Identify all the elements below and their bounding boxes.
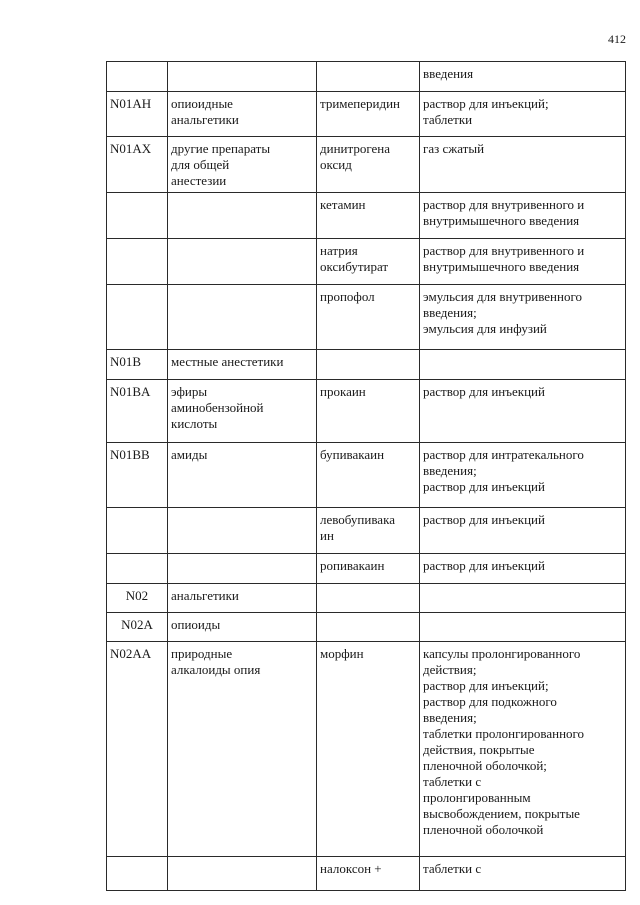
drug-name-cell xyxy=(317,193,420,239)
cell-text: раствор для интратекального xyxy=(423,447,584,462)
table-row xyxy=(107,380,626,443)
cell-text: природные xyxy=(171,646,233,661)
group-name-cell xyxy=(168,508,317,554)
dosage-form-cell xyxy=(420,285,626,350)
cell-text: прокаин xyxy=(320,384,366,399)
table-row xyxy=(107,857,626,891)
cell-text: раствор для инъекций xyxy=(423,479,545,494)
atc-code-cell xyxy=(107,642,168,857)
cell-text: таблетки xyxy=(423,112,473,127)
table-body xyxy=(107,62,626,891)
dosage-form-cell xyxy=(420,857,626,891)
cell-text: тримеперидин xyxy=(320,96,401,111)
atc-code-cell xyxy=(107,613,168,642)
cell-text: раствор для внутривенного и xyxy=(423,243,585,258)
atc-code-cell xyxy=(107,62,168,92)
cell-text: внутримышечного введения xyxy=(423,259,580,274)
drug-name-cell xyxy=(317,508,420,554)
table-row xyxy=(107,443,626,508)
group-name-cell xyxy=(168,642,317,857)
cell-text: левобупивака xyxy=(320,512,395,527)
cell-text: введения; xyxy=(423,305,477,320)
table-row xyxy=(107,137,626,193)
dosage-form-cell xyxy=(420,584,626,613)
cell-text: действия; xyxy=(423,662,477,677)
cell-text: эмульсия для внутривенного xyxy=(423,289,582,304)
cell-text: введения xyxy=(423,66,474,81)
cell-text: N01BB xyxy=(110,447,150,462)
cell-text: алкалоиды опия xyxy=(171,662,261,677)
group-name-cell xyxy=(168,137,317,193)
drug-name-cell xyxy=(317,380,420,443)
dosage-form-cell xyxy=(420,239,626,285)
group-name-cell xyxy=(168,554,317,584)
cell-text: раствор для инъекций xyxy=(423,512,545,527)
cell-text: раствор для подкожного xyxy=(423,694,557,709)
dosage-form-cell xyxy=(420,443,626,508)
cell-text: введения; xyxy=(423,710,477,725)
cell-text: опиоиды xyxy=(171,617,221,632)
drug-name-cell xyxy=(317,62,420,92)
cell-text: оксид xyxy=(320,157,352,172)
cell-text: бупивакаин xyxy=(320,447,385,462)
drug-name-cell xyxy=(317,554,420,584)
cell-text: налоксон + xyxy=(320,861,382,876)
table-row xyxy=(107,285,626,350)
cell-text: ропивакаин xyxy=(320,558,385,573)
drug-name-cell xyxy=(317,92,420,137)
cell-text: введения; xyxy=(423,463,477,478)
cell-text: таблетки с xyxy=(423,861,482,876)
atc-code-cell xyxy=(107,857,168,891)
cell-text: пропофол xyxy=(320,289,375,304)
drug-name-cell xyxy=(317,642,420,857)
group-name-cell xyxy=(168,857,317,891)
table-row xyxy=(107,584,626,613)
atc-code-cell xyxy=(107,193,168,239)
group-name-cell xyxy=(168,62,317,92)
drug-name-cell xyxy=(317,613,420,642)
atc-code-cell xyxy=(107,239,168,285)
cell-text: другие препараты xyxy=(171,141,271,156)
atc-code-cell xyxy=(107,443,168,508)
cell-text: кислоты xyxy=(171,416,218,431)
cell-text: N02AA xyxy=(110,646,152,661)
cell-text: таблетки с xyxy=(423,774,482,789)
cell-text: пленочной оболочкой xyxy=(423,822,544,837)
group-name-cell xyxy=(168,92,317,137)
drug-name-cell xyxy=(317,584,420,613)
cell-text: раствор для инъекций xyxy=(423,384,545,399)
cell-text: для общей xyxy=(171,157,230,172)
drug-name-cell xyxy=(317,239,420,285)
atc-code-cell xyxy=(107,350,168,380)
group-name-cell xyxy=(168,350,317,380)
cell-text: кетамин xyxy=(320,197,366,212)
cell-text: натрия xyxy=(320,243,358,258)
atc-code-cell xyxy=(107,285,168,350)
cell-text: высвобождением, покрытые xyxy=(423,806,580,821)
cell-text: газ сжатый xyxy=(423,141,485,156)
dosage-form-cell xyxy=(420,642,626,857)
group-name-cell xyxy=(168,613,317,642)
dosage-form-cell xyxy=(420,92,626,137)
cell-text: анальгетики xyxy=(171,588,239,603)
cell-text: N01BA xyxy=(110,384,151,399)
drug-name-cell xyxy=(317,443,420,508)
cell-text: капсулы пролонгированного xyxy=(423,646,581,661)
cell-text: внутримышечного введения xyxy=(423,213,580,228)
drug-name-cell xyxy=(317,350,420,380)
cell-text: раствор для инъекций; xyxy=(423,678,549,693)
atc-code-cell xyxy=(107,380,168,443)
cell-text: эмульсия для инфузий xyxy=(423,321,547,336)
cell-text: оксибутират xyxy=(320,259,389,274)
drug-name-cell xyxy=(317,857,420,891)
cell-text: динитрогена xyxy=(320,141,390,156)
cell-text: раствор для инъекций xyxy=(423,558,545,573)
table-row xyxy=(107,350,626,380)
cell-text: местные анестетики xyxy=(171,354,284,369)
cell-text: эфиры xyxy=(171,384,208,399)
dosage-form-cell xyxy=(420,193,626,239)
cell-text: N01AX xyxy=(110,141,152,156)
table-row xyxy=(107,193,626,239)
atc-code-cell xyxy=(107,508,168,554)
cell-text: анестезии xyxy=(171,173,227,188)
dosage-form-cell xyxy=(420,350,626,380)
drug-name-cell xyxy=(317,137,420,193)
dosage-form-cell xyxy=(420,380,626,443)
dosage-form-cell xyxy=(420,554,626,584)
group-name-cell xyxy=(168,193,317,239)
atc-code-cell xyxy=(107,137,168,193)
drug-name-cell xyxy=(317,285,420,350)
group-name-cell xyxy=(168,584,317,613)
group-name-cell xyxy=(168,443,317,508)
dosage-form-cell xyxy=(420,62,626,92)
atc-code-cell xyxy=(107,554,168,584)
table-row xyxy=(107,642,626,857)
table-row xyxy=(107,554,626,584)
group-name-cell xyxy=(168,285,317,350)
drug-table xyxy=(106,61,626,891)
cell-text: пленочной оболочкой; xyxy=(423,758,547,773)
cell-text: пролонгированным xyxy=(423,790,531,805)
cell-text: N01B xyxy=(110,354,142,369)
cell-text: анальгетики xyxy=(171,112,239,127)
dosage-form-cell xyxy=(420,508,626,554)
cell-text: N02 xyxy=(125,588,149,603)
dosage-form-cell xyxy=(420,613,626,642)
cell-text: морфин xyxy=(320,646,364,661)
group-name-cell xyxy=(168,380,317,443)
cell-text: раствор для инъекций; xyxy=(423,96,549,111)
cell-text: действия, покрытые xyxy=(423,742,535,757)
table-row xyxy=(107,62,626,92)
table-row xyxy=(107,508,626,554)
cell-text: опиоидные xyxy=(171,96,233,111)
atc-code-cell xyxy=(107,92,168,137)
cell-text: таблетки пролонгированного xyxy=(423,726,585,741)
atc-code-cell xyxy=(107,584,168,613)
cell-text: раствор для внутривенного и xyxy=(423,197,585,212)
cell-text: аминобензойной xyxy=(171,400,264,415)
table-row xyxy=(107,613,626,642)
table-row xyxy=(107,92,626,137)
cell-text: амиды xyxy=(171,447,208,462)
cell-text: ин xyxy=(320,528,334,543)
cell-text: N01AH xyxy=(110,96,152,111)
cell-text: N02A xyxy=(121,617,153,632)
table-row xyxy=(107,239,626,285)
group-name-cell xyxy=(168,239,317,285)
dosage-form-cell xyxy=(420,137,626,193)
page-number: 412 xyxy=(608,32,626,46)
